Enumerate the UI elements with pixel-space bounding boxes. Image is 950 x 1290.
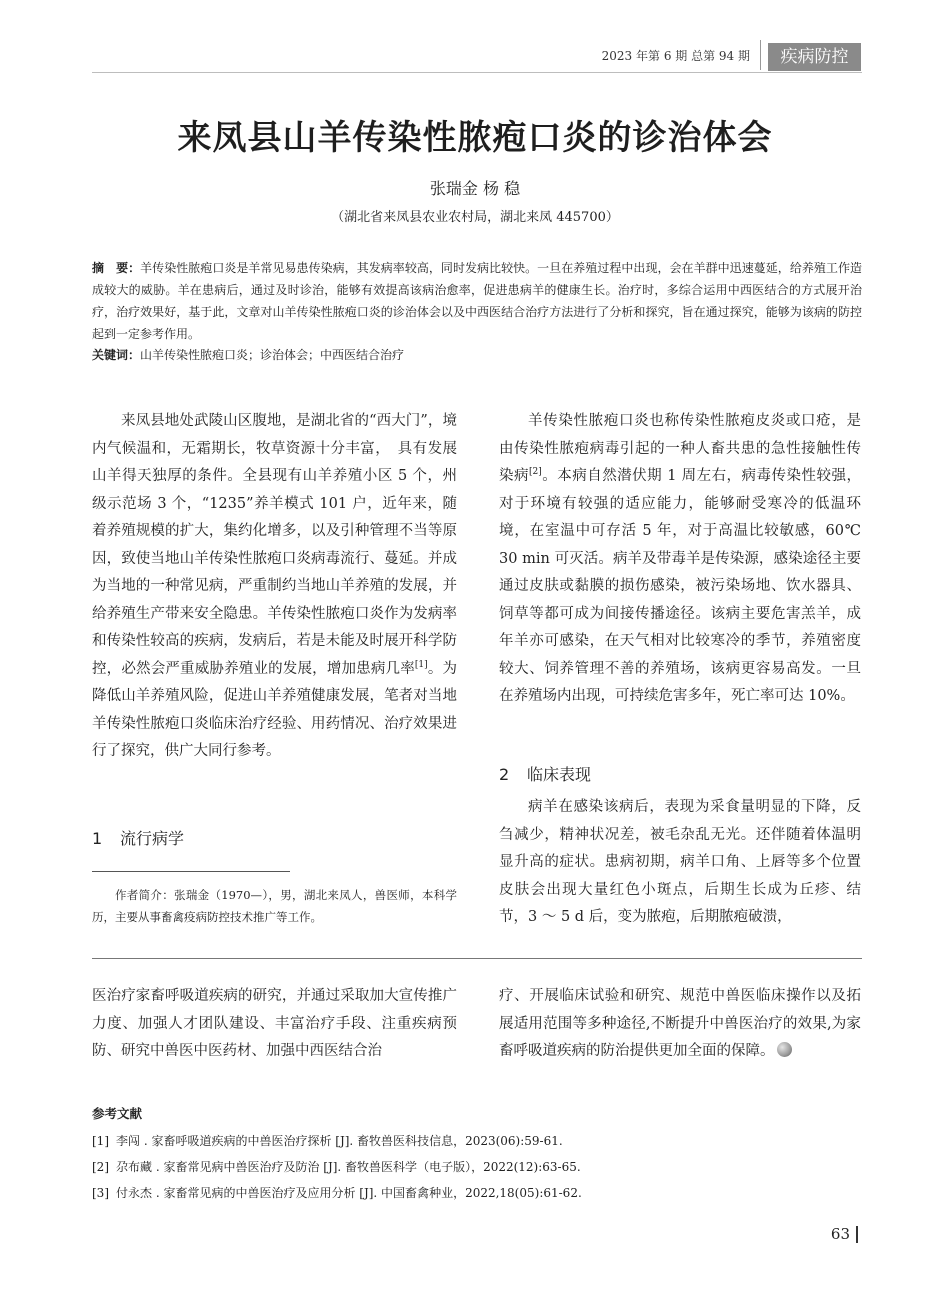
reference-number: [1] [92, 1134, 109, 1148]
reference-number: [2] [92, 1160, 109, 1174]
abstract-text: 羊传染性脓疱口炎是羊常见易患传染病，其发病率较高，同时发病比较快。一旦在养殖过程中出现，会在羊群中迅速蔓延，给养殖工作造成较大的威胁。羊在患病后，通过及时诊治，能够有效提高该病治愈率，促进患病羊的健康生长。治疗时，多综合运用中西医结合的方式展开治疗，治疗效果好，基于此，文章对山羊传染性脓疱口炎的诊治体会以及中西医结合治疗方法进行了分析和探究，旨在通过探究，能够为该病的防控起到一定参考作用。 [92, 261, 862, 341]
section-2-body [499, 794, 861, 932]
section-1-text-b: 。本病自然潜伏期 1 周左右，病毒传染性较强，对于环境有较强的适应能力，能够耐受寒冷的低温环境，在室温中可存活 5 年，对于高温比较敏感，60℃ 30 min 可灭活。病羊及带毒羊是传染源，感染途径主要通过皮肤或黏膜的损伤感染，被污染场地、饮水器具、饲草等都可成为间接传播途径。该病主要危害羔羊，成年羊亦可感染，在天气相对比较寒冷的季节，养殖密度较大、饲养管理不善的养殖场，该病更容易高发。一旦在养殖场内出现，可持续危害多年，死亡率可达 10%。 [499, 468, 861, 704]
column-left [92, 408, 457, 766]
header-separator [760, 40, 761, 70]
reference-text: 尕布藏 . 家畜常见病中兽医治疗及防治 [J]. 畜牧兽医科学（电子版），2022(12):63-65. [116, 1160, 581, 1174]
page-number: 63 [830, 1225, 850, 1243]
footnote-rule [92, 871, 290, 872]
abstract-label: 摘 要： [92, 261, 141, 275]
reference-item [92, 1158, 862, 1175]
column-right [499, 408, 861, 711]
citation-2[interactable]: [2] [528, 467, 542, 477]
continuation-right [499, 983, 861, 1066]
article-title: 来凤县山羊传染性脓疱口炎的诊治体会 [177, 118, 773, 158]
section-1-title: 流行病学 [120, 829, 185, 848]
keywords-text: 山羊传染性脓疱口炎；诊治体会；中西医结合治疗 [140, 348, 405, 362]
intro-paragraph [92, 408, 457, 766]
section-1-paragraph [499, 408, 861, 711]
end-mark-icon [777, 1042, 792, 1057]
section-2-number: 2 [499, 765, 510, 784]
reference-text: 付永杰 . 家畜常见病的中兽医治疗及应用分析 [J]. 中国畜禽种业，2022,18(05):61-62. [116, 1186, 582, 1200]
section-badge: 疾病防控 [768, 43, 861, 71]
authors: 张瑞金 杨 稳 [429, 179, 521, 198]
section-1-heading [92, 826, 184, 849]
intro-text-a: 来凤县地处武陵山区腹地，是湖北省的“西大门”，境内气候温和，无霜期长，牧草资源十分丰富， 具有发展山羊得天独厚的条件。全县现有山羊养殖小区 5 个，州级示范场 3 个，“1235”养羊模式 101 户，近年来，随着养殖规模的扩大，集约化增多，以及引种管理不当等原因，致使当地山羊传染性脓疱口炎病毒流行、蔓延。并成为当地的一种常见病，严重制约当地山羊养殖的发展，并给养殖生产带来安全隐患。羊传染性脓疱口炎作为发病率和传染性较高的疾病，发病后，若是未能及时展开科学防控，必然会严重威胁养殖业的发展，增加患病几率 [92, 413, 457, 677]
section-2-paragraph: 病羊在感染该病后，表现为采食量明显的下降，反刍减少，精神状况差，被毛杂乱无光。还伴随着体温明显升高的症状。患病初期，病羊口角、上唇等多个位置皮肤会出现大量红色小斑点，后期生长成为丘疹、结节，3 ～ 5 d 后，变为脓疱，后期脓疱破溃， [499, 799, 861, 925]
section-2-title: 临床表现 [527, 765, 592, 784]
keywords [92, 344, 862, 366]
citation-1[interactable]: [1] [414, 659, 428, 670]
reference-text: 李闯 . 家畜呼吸道疾病的中兽医治疗探析 [J]. 畜牧兽医科技信息，2023(06):59-61. [116, 1134, 563, 1148]
abstract [92, 257, 862, 345]
keywords-label: 关键词： [92, 348, 141, 362]
page-number-bar [856, 1226, 858, 1243]
section-2-heading [499, 762, 591, 785]
continuation-left: 医治疗家畜呼吸道疾病的研究，并通过采取加大宣传推广力度、加强人才团队建设、丰富治疗手段、注重疾病预防、研究中兽医中医药材、加强中西医结合治 [92, 988, 457, 1059]
issue-info: 2023 年第 6 期 总第 94 期 [601, 49, 750, 63]
reference-number: [3] [92, 1186, 109, 1200]
intro-text-b: 。为降低山羊养殖风险，促进山羊养殖健康发展，笔者对当地羊传染性脓疱口炎临床治疗经验、用药情况、治疗效果进行了探究，供广大同行参考。 [92, 660, 458, 759]
section-1-number: 1 [92, 829, 103, 848]
page-divider [92, 958, 862, 959]
reference-item [92, 1184, 862, 1201]
reference-item [92, 1132, 862, 1149]
affiliation: （湖北省来凤县农业农村局，湖北来凤 445700） [331, 210, 619, 225]
section-1-text-a: 羊传染性脓疱口炎也称传染性脓疱皮炎或口疮，是由传染性脓疱病毒引起的一种人畜共患的急性接触性传染病 [499, 413, 861, 484]
references-title: 参考文献 [92, 1106, 143, 1121]
continuation-right-text: 疗、开展临床试验和研究、规范中兽医临床操作以及拓展适用范围等多种途径,不断提升中兽医治疗的效果,为家畜呼吸道疾病的防治提供更加全面的保障。 [499, 988, 861, 1059]
header-rule [92, 72, 862, 73]
author-note: 作者简介：张瑞金（1970—），男，湖北来凤人，兽医师，本科学历，主要从事畜禽疫病防控技术推广等工作。 [92, 888, 457, 924]
